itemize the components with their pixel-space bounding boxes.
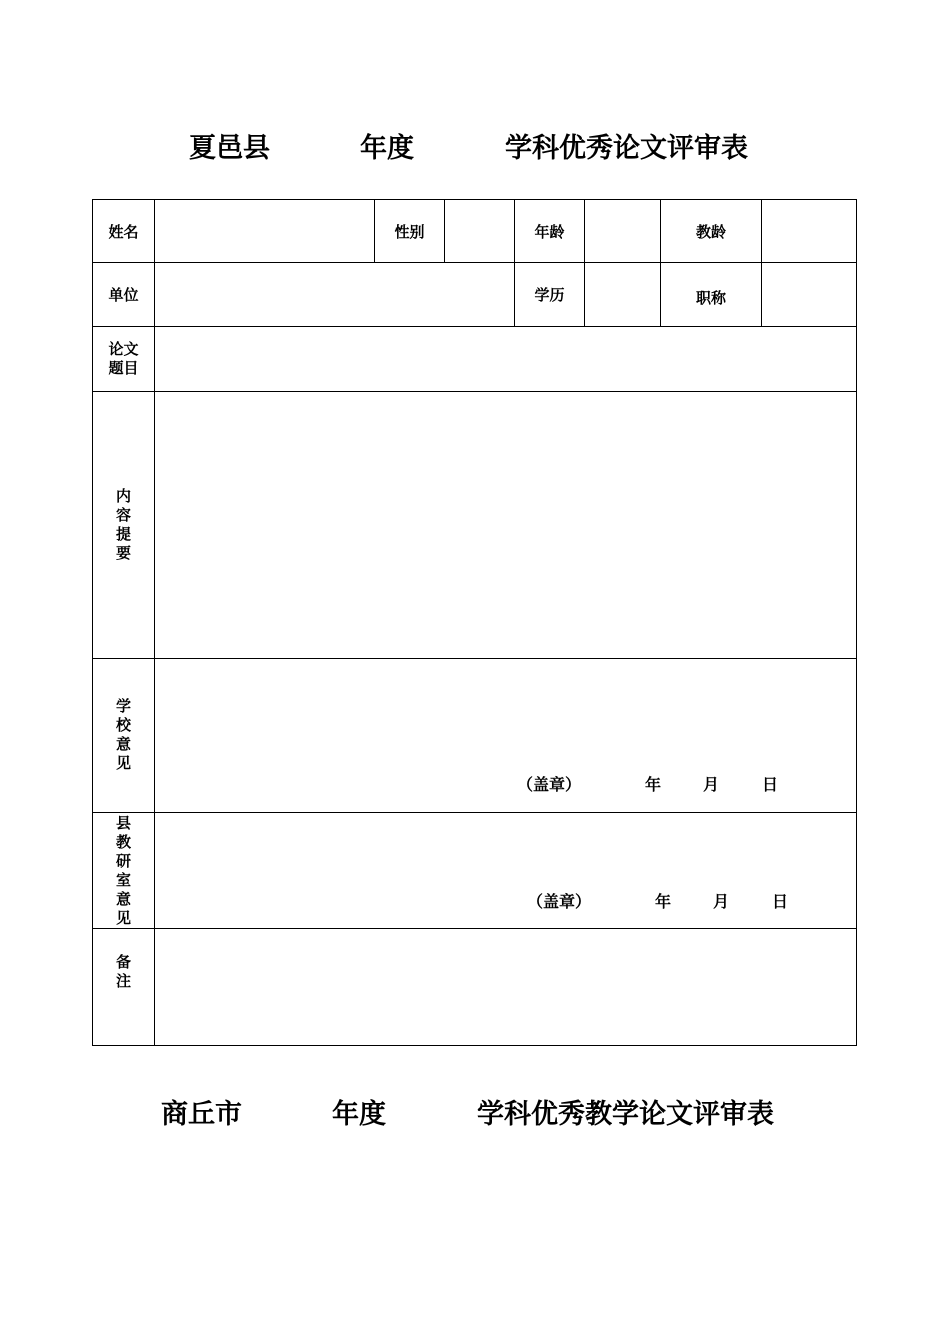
- professional-title-field[interactable]: [762, 263, 857, 327]
- paper-title-label: 论文 题目: [93, 327, 155, 392]
- unit-field[interactable]: [155, 263, 515, 327]
- remarks-field[interactable]: [155, 929, 857, 1046]
- second-form-title: [0, 1095, 950, 1135]
- title-year: 年度: [360, 133, 414, 164]
- professional-title-label: 职称: [661, 263, 762, 327]
- education-label: 学历: [515, 263, 585, 327]
- unit-label: 单位: [93, 263, 155, 327]
- teaching-years-field[interactable]: [762, 200, 857, 263]
- stamp-year: 年: [655, 892, 672, 911]
- name-label: 姓名: [93, 200, 155, 263]
- teaching-years-label: 教龄: [661, 200, 762, 263]
- title-year: 年度: [332, 1099, 386, 1130]
- title-city: 商丘市: [161, 1099, 242, 1130]
- paper-title-field[interactable]: [155, 327, 857, 392]
- title-subject: 学科优秀论文评审表: [505, 133, 748, 164]
- seal-text: （盖章）: [527, 892, 592, 911]
- stamp-year: 年: [645, 775, 662, 794]
- summary-label: 内 容 提 要: [93, 392, 155, 659]
- school-opinion-label: 学 校 意 见: [93, 659, 155, 813]
- age-field[interactable]: [585, 200, 661, 263]
- title-county: 夏邑县: [189, 133, 270, 164]
- seal-text: （盖章）: [517, 775, 582, 794]
- gender-label: 性别: [375, 200, 445, 263]
- education-field[interactable]: [585, 263, 661, 327]
- stamp-day: 日: [772, 892, 789, 911]
- age-label: 年龄: [515, 200, 585, 263]
- gender-field[interactable]: [445, 200, 515, 263]
- summary-field[interactable]: [155, 392, 857, 659]
- review-form-table: [92, 199, 857, 1046]
- title-subject: 学科优秀教学论文评审表: [477, 1099, 774, 1130]
- form-title: [0, 129, 950, 169]
- stamp-month: 月: [713, 892, 730, 911]
- county-opinion-field[interactable]: [155, 813, 857, 929]
- county-opinion-label: 县 教 研 室 意 见: [93, 813, 155, 929]
- remarks-label: 备 注: [93, 929, 155, 1046]
- stamp-day: 日: [762, 775, 779, 794]
- school-opinion-field[interactable]: [155, 659, 857, 813]
- name-field[interactable]: [155, 200, 375, 263]
- stamp-month: 月: [703, 775, 720, 794]
